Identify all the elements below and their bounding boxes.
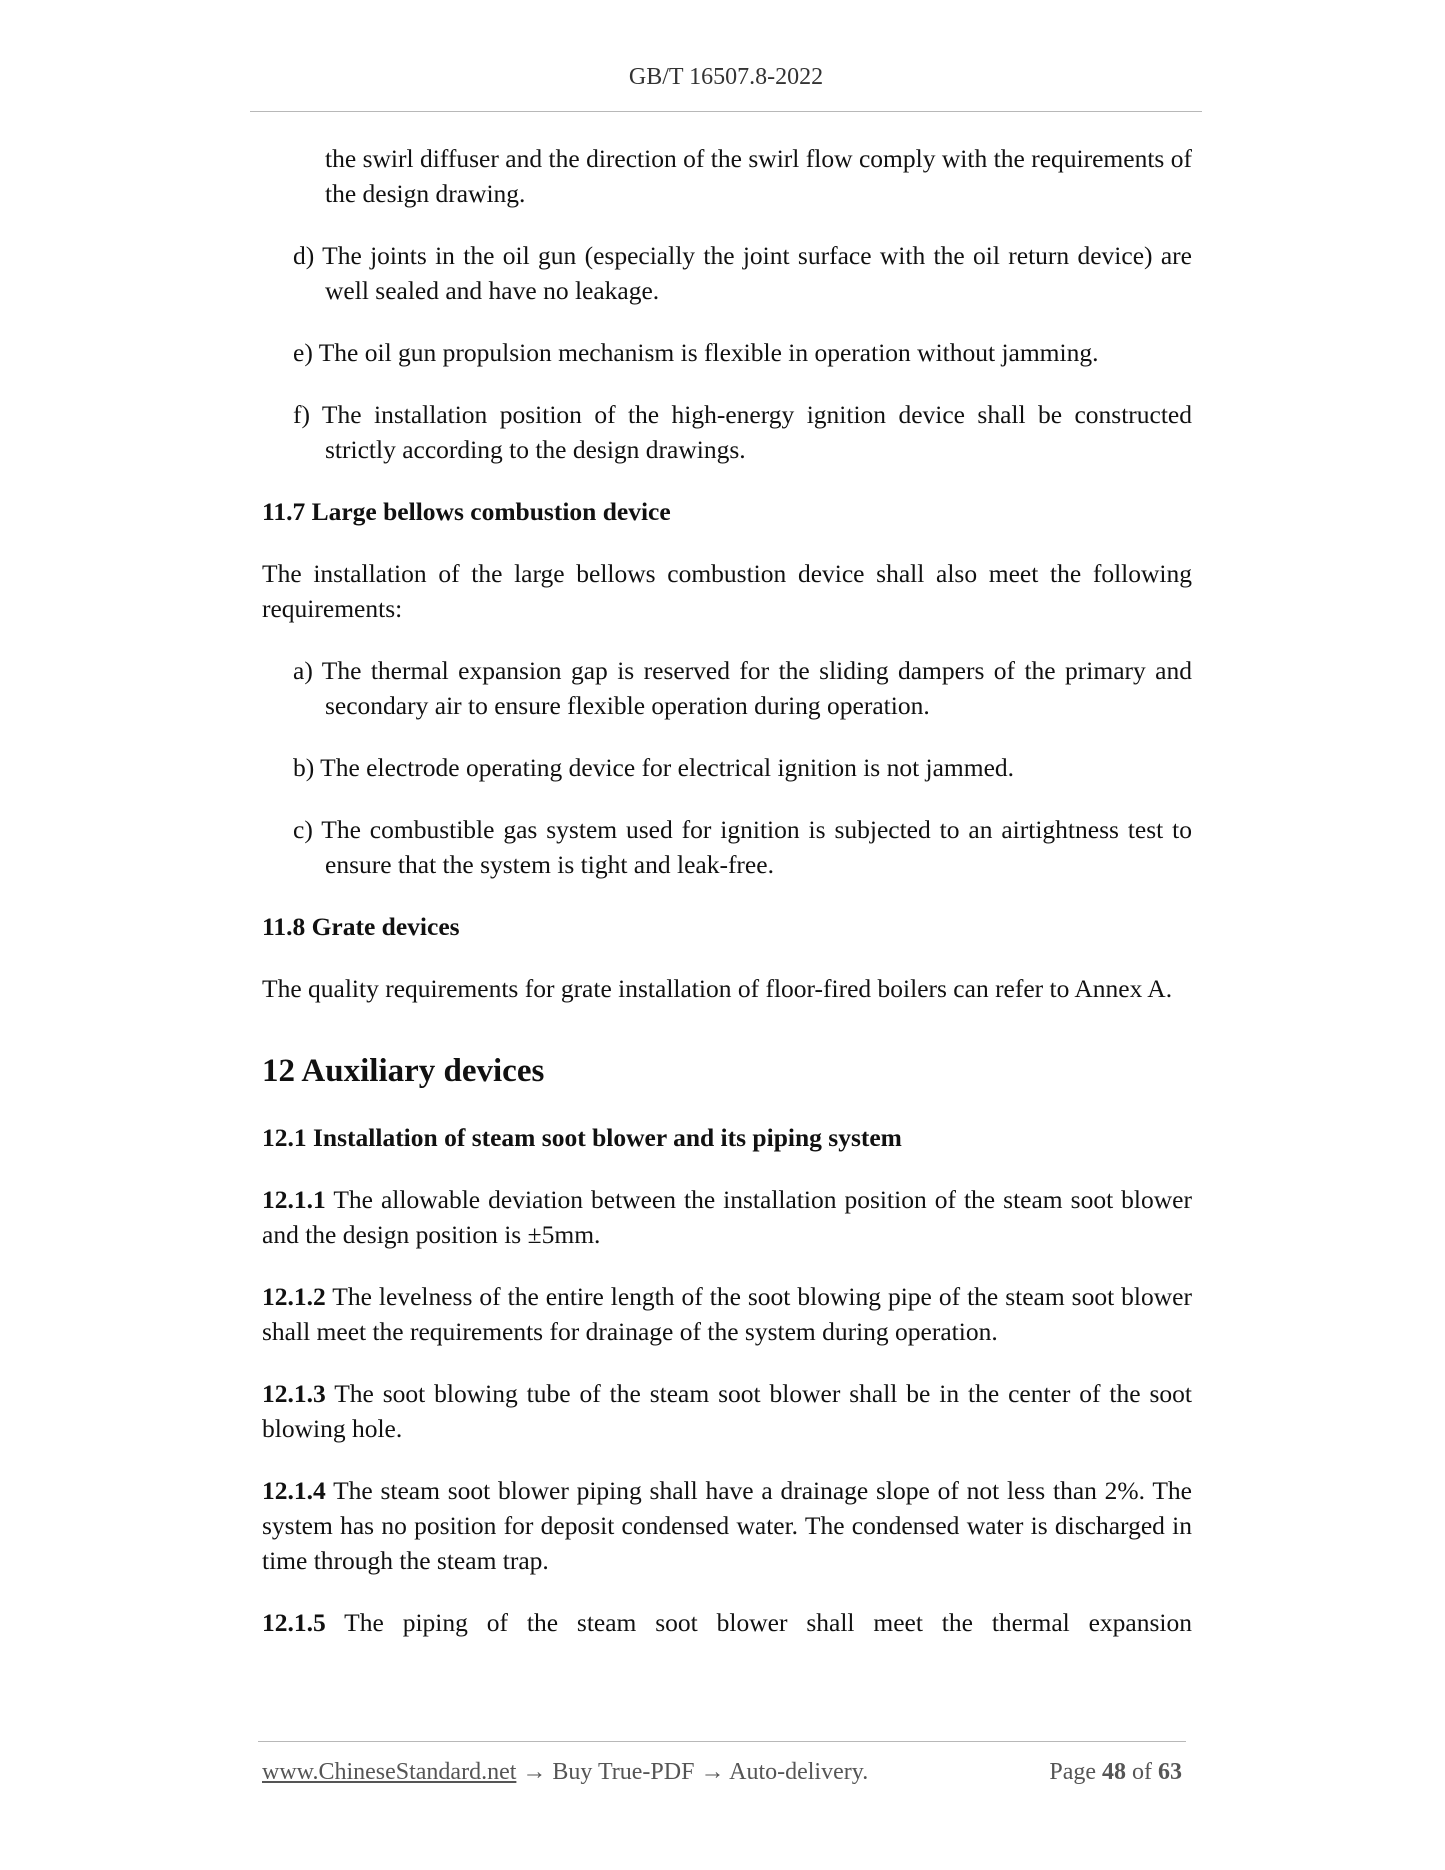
clause-text: The allowable deviation between the installation position of the steam soot blower and the design position is ±5mm. <box>262 1185 1192 1249</box>
clause-12-1-2 <box>262 1279 1192 1349</box>
page-label: Page <box>1049 1759 1096 1785</box>
page-number: 48 <box>1102 1759 1126 1785</box>
paragraph-11-7: The installation of the large bellows combustion device shall also meet the following requirements: <box>262 559 1192 623</box>
footer-divider <box>258 1741 1186 1742</box>
header-divider <box>250 111 1202 112</box>
paragraph-11-8: The quality requirements for grate installation of floor-fired boilers can refer to Annex A. <box>262 974 1173 1003</box>
document-body <box>262 141 1192 1667</box>
section-heading-11-8: 11.8 Grate devices <box>262 912 460 941</box>
clause-12-1-1 <box>262 1182 1192 1252</box>
clause-text: The levelness of the entire length of the soot blowing pipe of the steam soot blower shall meet the requirements for drainage of the system during operation. <box>262 1282 1192 1346</box>
clause-text: The piping of the steam soot blower shall meet the thermal expansion <box>344 1608 1192 1637</box>
list-item-e: e) The oil gun propulsion mechanism is flexible in operation without jamming. <box>293 338 1099 367</box>
footer-promo <box>262 1759 868 1786</box>
page-total: 63 <box>1158 1759 1182 1785</box>
clause-12-1-5 <box>262 1605 1192 1640</box>
list-item-11-7-a: a) The thermal expansion gap is reserved for the sliding dampers of the primary and secondary air to ensure flexible operation during operation. <box>293 656 1192 720</box>
clause-number: 12.1.3 <box>262 1379 326 1408</box>
list-item-f: f) The installation position of the high-energy ignition device shall be constructed strictly according to the design drawings. <box>293 400 1192 464</box>
clause-number: 12.1.5 <box>262 1608 326 1637</box>
list-item-11-7-b: b) The electrode operating device for electrical ignition is not jammed. <box>293 753 1015 782</box>
clause-12-1-4 <box>262 1473 1192 1578</box>
list-item-11-7-c: c) The combustible gas system used for ignition is subjected to an airtightness test to ensure that the system is tight and leak-free. <box>293 815 1192 879</box>
clause-number: 12.1.4 <box>262 1476 326 1505</box>
clause-number: 12.1.1 <box>262 1185 326 1214</box>
clause-number: 12.1.2 <box>262 1282 326 1311</box>
list-item-c-continuation: the swirl diffuser and the direction of the swirl flow comply with the requirements of the design drawing. <box>325 144 1192 208</box>
of-label: of <box>1132 1759 1152 1785</box>
site-link[interactable]: www.ChineseStandard.net <box>262 1759 517 1785</box>
clause-text: The soot blowing tube of the steam soot blower shall be in the center of the soot blowing hole. <box>262 1379 1192 1443</box>
promo-text: → Buy True-PDF → Auto-delivery. <box>522 1759 869 1785</box>
chapter-heading-12: 12 Auxiliary devices <box>262 1053 545 1089</box>
clause-12-1-3 <box>262 1376 1192 1446</box>
clause-text: The steam soot blower piping shall have a drainage slope of not less than 2%. The system has no position for deposit condensed water. The condensed water is discharged in time through the steam trap. <box>262 1476 1192 1575</box>
list-item-d: d) The joints in the oil gun (especially the joint surface with the oil return device) are well sealed and have no leakage. <box>293 241 1192 305</box>
section-heading-11-7: 11.7 Large bellows combustion device <box>262 497 671 526</box>
page-indicator <box>1049 1759 1182 1786</box>
section-heading-12-1: 12.1 Installation of steam soot blower and its piping system <box>262 1123 902 1152</box>
page-header-doc-code: GB/T 16507.8-2022 <box>628 64 824 90</box>
